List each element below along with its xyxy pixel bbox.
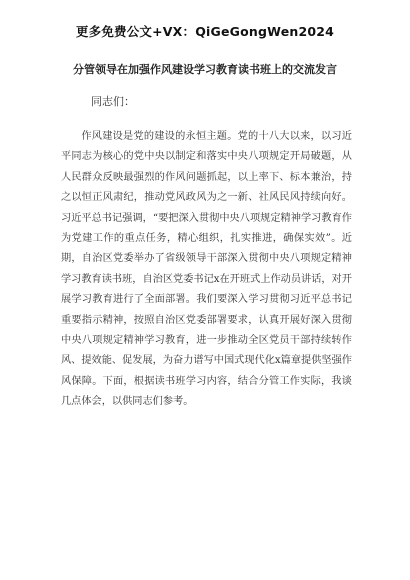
- salutation: 同志们：: [91, 95, 135, 108]
- document-title: 分管领导在加强作风建设学习教育读书班上的交流发言: [73, 63, 337, 76]
- promo-header: 更多免费公文+VX：QiGeGongWen2024: [75, 24, 335, 39]
- body-paragraph: 作风建设是党的建设的永恒主题。党的十八大以来，以习近平同志为核心的党中央以制定和落实中央八项规定开局破题，从人民群众反映最强烈的作风问题抓起，以上率下、标本兼治，持之以恒正风肃纪，推动党风政风为之一新、社风民风持续向好。习近平总书记强调，“要把深入贯彻中央八项规定精神学习教育作为党建工作的重点任务，精心组织，扎实推进，确保实效”。近期，自治区党委举办了省级领导干部深入贯彻中央八项规定精神学习教育读书班，自治区党委书记x在开班式上作动员讲话，对开展学习教育进行了全面部署。我们要深入学习贯彻习近平总书记重要指示精神，按照自治区党委部署要求，认真开展好深入贯彻中央八项规定精神学习教育，进一步推动全区党员干部持续转作风、提效能、促发展，为奋力谱写中国式现代化x篇章提供坚强作风保障。下面，根据读书班学习内容，结合分管工作实际，我谈几点体会，以供同志们参考。: [61, 131, 352, 408]
